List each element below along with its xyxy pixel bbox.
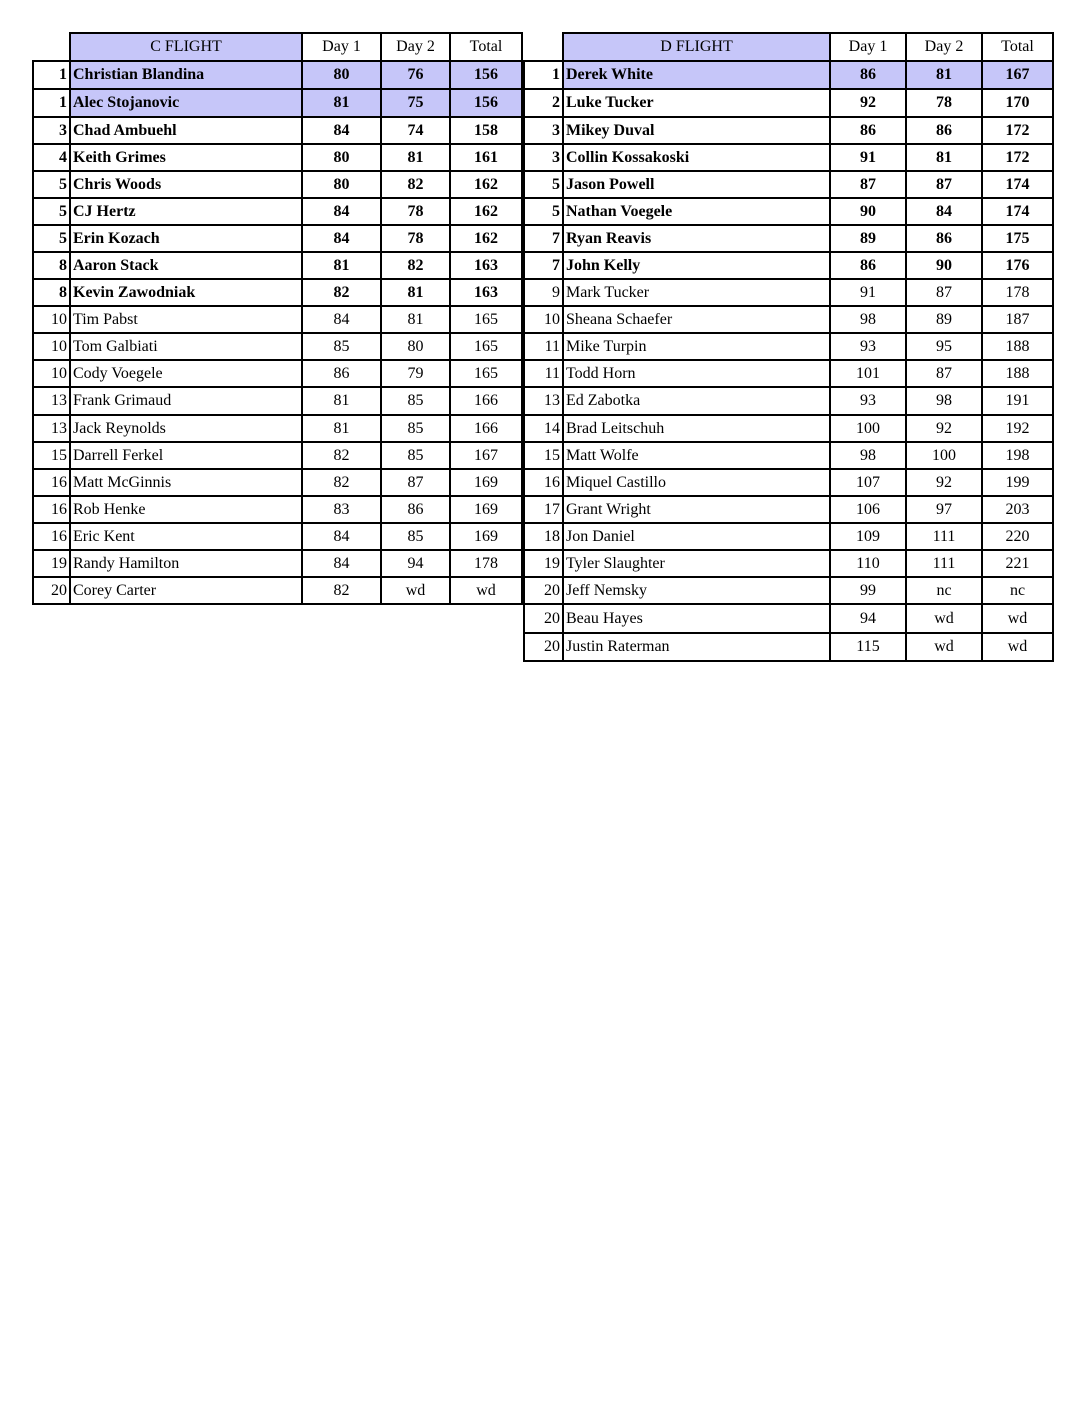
c-flight-total-cell: 169 [450, 469, 522, 496]
c-flight-name-cell: Chad Ambuehl [70, 117, 302, 144]
c-flight-name-cell: Aaron Stack [70, 252, 302, 279]
d-flight-total-cell: 192 [982, 415, 1053, 442]
d-flight-total-cell: 203 [982, 496, 1053, 523]
d-flight-total-cell: 172 [982, 144, 1053, 171]
d-flight-rank-cell: 1 [524, 61, 563, 89]
d-flight-day2-cell: 81 [906, 144, 982, 171]
c-flight-rank-cell: 10 [33, 360, 70, 387]
c-flight-rank-cell: 15 [33, 442, 70, 469]
c-flight-total-cell: 165 [450, 306, 522, 333]
c-flight-total-cell: 163 [450, 279, 522, 306]
d-flight-row [524, 61, 1053, 89]
c-flight-rank-cell: 19 [33, 550, 70, 577]
c-flight-day2-cell: 80 [381, 333, 450, 360]
d-flight-title: D FLIGHT [563, 33, 830, 61]
d-flight-day2-cell: 87 [906, 360, 982, 387]
d-flight-day1-cell: 91 [830, 144, 906, 171]
d-flight-day2-cell: 81 [906, 61, 982, 89]
d-flight-header-row [524, 33, 1053, 61]
d-flight-day2-cell: 86 [906, 225, 982, 252]
c-flight-table [32, 32, 523, 605]
d-flight-rank-cell: 3 [524, 144, 563, 171]
c-flight-day2-cell: 85 [381, 523, 450, 550]
c-flight-day1-cell: 80 [302, 144, 381, 171]
c-flight-day1-cell: 85 [302, 333, 381, 360]
c-flight-day1-cell: 80 [302, 61, 381, 89]
d-flight-row [524, 442, 1053, 469]
c-flight-total-cell: 162 [450, 225, 522, 252]
c-flight-row [33, 198, 522, 225]
c-flight-day1-cell: 82 [302, 577, 381, 604]
c-flight-day1-cell: 84 [302, 523, 381, 550]
d-flight-rank-cell: 7 [524, 225, 563, 252]
c-flight-row [33, 252, 522, 279]
c-flight-day1-cell: 82 [302, 442, 381, 469]
d-flight-day1-cell: 94 [830, 604, 906, 633]
d-flight-rank-cell: 16 [524, 469, 563, 496]
c-flight-row [33, 442, 522, 469]
d-flight-name-cell: Todd Horn [563, 360, 830, 387]
d-flight-total-cell: 174 [982, 171, 1053, 198]
c-flight-rank-cell: 10 [33, 333, 70, 360]
c-flight-title: C FLIGHT [70, 33, 302, 61]
d-flight-name-cell: Luke Tucker [563, 89, 830, 117]
c-flight-day2-cell: 86 [381, 496, 450, 523]
c-flight-day2-cell: wd [381, 577, 450, 604]
d-flight-rank-cell: 3 [524, 117, 563, 144]
d-flight-row [524, 633, 1053, 661]
d-flight-day1-cell: 93 [830, 387, 906, 415]
d-flight-row [524, 89, 1053, 117]
c-flight-day2-cell: 87 [381, 469, 450, 496]
d-flight-rank-cell: 11 [524, 333, 563, 360]
d-flight-day1-cell: 92 [830, 89, 906, 117]
c-flight-row [33, 333, 522, 360]
c-flight-row [33, 117, 522, 144]
d-flight-day1-cell: 90 [830, 198, 906, 225]
c-flight-rank-cell: 10 [33, 306, 70, 333]
c-flight-name-cell: Cody Voegele [70, 360, 302, 387]
d-flight-rank-cell: 11 [524, 360, 563, 387]
d-flight-rank-cell: 2 [524, 89, 563, 117]
d-flight-total-cell: 187 [982, 306, 1053, 333]
d-flight-row [524, 279, 1053, 306]
c-flight-name-cell: Kevin Zawodniak [70, 279, 302, 306]
d-flight-col-day1: Day 1 [830, 33, 906, 61]
d-flight-total-cell: 174 [982, 198, 1053, 225]
c-flight-day2-cell: 81 [381, 144, 450, 171]
c-flight-total-cell: 163 [450, 252, 522, 279]
d-flight-name-cell: Tyler Slaughter [563, 550, 830, 577]
c-flight-row [33, 550, 522, 577]
c-flight-name-cell: CJ Hertz [70, 198, 302, 225]
d-flight-rank-cell: 13 [524, 387, 563, 415]
d-flight-name-cell: Justin Raterman [563, 633, 830, 661]
d-flight-rank-cell: 14 [524, 415, 563, 442]
c-flight-day2-cell: 74 [381, 117, 450, 144]
c-flight-name-cell: Keith Grimes [70, 144, 302, 171]
d-flight-day2-cell: 90 [906, 252, 982, 279]
c-flight-row [33, 387, 522, 415]
d-flight-total-cell: 172 [982, 117, 1053, 144]
d-flight-day1-cell: 110 [830, 550, 906, 577]
c-flight-total-cell: 169 [450, 523, 522, 550]
c-flight-name-cell: Chris Woods [70, 171, 302, 198]
d-flight-name-cell: Matt Wolfe [563, 442, 830, 469]
d-flight-day1-cell: 106 [830, 496, 906, 523]
c-flight-day2-cell: 78 [381, 225, 450, 252]
c-flight-rank-cell: 5 [33, 171, 70, 198]
c-flight-name-cell: Rob Henke [70, 496, 302, 523]
c-flight-header-blank [33, 33, 70, 61]
c-flight-rank-cell: 16 [33, 469, 70, 496]
d-flight-row [524, 333, 1053, 360]
d-flight-day2-cell: 86 [906, 117, 982, 144]
c-flight-row [33, 225, 522, 252]
d-flight-total-cell: 199 [982, 469, 1053, 496]
c-flight-col-total: Total [450, 33, 522, 61]
c-flight-rank-cell: 16 [33, 496, 70, 523]
d-flight-day1-cell: 99 [830, 577, 906, 604]
c-flight-col-day2: Day 2 [381, 33, 450, 61]
c-flight-day1-cell: 82 [302, 279, 381, 306]
d-flight-day1-cell: 86 [830, 61, 906, 89]
d-flight-day2-cell: 100 [906, 442, 982, 469]
c-flight-total-cell: 162 [450, 198, 522, 225]
d-flight-row [524, 117, 1053, 144]
d-flight-rank-cell: 18 [524, 523, 563, 550]
c-flight-row [33, 89, 522, 117]
c-flight-day2-cell: 85 [381, 442, 450, 469]
c-flight-name-cell: Eric Kent [70, 523, 302, 550]
c-flight-header-row [33, 33, 522, 61]
d-flight-name-cell: Derek White [563, 61, 830, 89]
d-flight-total-cell: 178 [982, 279, 1053, 306]
d-flight-col-total: Total [982, 33, 1053, 61]
d-flight-name-cell: Jason Powell [563, 171, 830, 198]
d-flight-total-cell: 220 [982, 523, 1053, 550]
c-flight-row [33, 469, 522, 496]
c-flight-row [33, 496, 522, 523]
d-flight-row [524, 252, 1053, 279]
c-flight-rank-cell: 13 [33, 387, 70, 415]
c-flight-rank-cell: 16 [33, 523, 70, 550]
d-flight-name-cell: Beau Hayes [563, 604, 830, 633]
d-flight-rank-cell: 9 [524, 279, 563, 306]
c-flight-total-cell: 156 [450, 89, 522, 117]
d-flight-name-cell: Sheana Schaefer [563, 306, 830, 333]
d-flight-day1-cell: 93 [830, 333, 906, 360]
d-flight-day2-cell: 87 [906, 279, 982, 306]
c-flight-total-cell: 166 [450, 415, 522, 442]
d-flight-total-cell: wd [982, 604, 1053, 633]
c-flight-day2-cell: 81 [381, 306, 450, 333]
d-flight-rank-cell: 17 [524, 496, 563, 523]
d-flight-rank-cell: 20 [524, 633, 563, 661]
c-flight-name-cell: Tim Pabst [70, 306, 302, 333]
d-flight-row [524, 387, 1053, 415]
c-flight-total-cell: 178 [450, 550, 522, 577]
c-flight-day1-cell: 81 [302, 89, 381, 117]
d-flight-day1-cell: 100 [830, 415, 906, 442]
d-flight-day1-cell: 109 [830, 523, 906, 550]
c-flight-row [33, 61, 522, 89]
d-flight-total-cell: 167 [982, 61, 1053, 89]
c-flight-name-cell: Frank Grimaud [70, 387, 302, 415]
d-flight-col-day2: Day 2 [906, 33, 982, 61]
c-flight-day1-cell: 84 [302, 225, 381, 252]
d-flight-name-cell: Jeff Nemsky [563, 577, 830, 604]
d-flight-row [524, 198, 1053, 225]
d-flight-row [524, 523, 1053, 550]
d-flight-name-cell: Collin Kossakoski [563, 144, 830, 171]
d-flight-total-cell: nc [982, 577, 1053, 604]
d-flight-day1-cell: 107 [830, 469, 906, 496]
d-flight-day2-cell: wd [906, 633, 982, 661]
c-flight-day2-cell: 75 [381, 89, 450, 117]
d-flight-total-cell: 176 [982, 252, 1053, 279]
c-flight-rank-cell: 4 [33, 144, 70, 171]
c-flight-col-day1: Day 1 [302, 33, 381, 61]
d-flight-header-blank [524, 33, 563, 61]
d-flight-name-cell: Brad Leitschuh [563, 415, 830, 442]
d-flight-day2-cell: 111 [906, 550, 982, 577]
d-flight-day2-cell: 95 [906, 333, 982, 360]
d-flight-day2-cell: 89 [906, 306, 982, 333]
d-flight-day2-cell: 87 [906, 171, 982, 198]
c-flight-name-cell: Jack Reynolds [70, 415, 302, 442]
d-flight-row [524, 171, 1053, 198]
d-flight-rank-cell: 10 [524, 306, 563, 333]
c-flight-rank-cell: 1 [33, 61, 70, 89]
c-flight-rank-cell: 8 [33, 279, 70, 306]
d-flight-name-cell: Ed Zabotka [563, 387, 830, 415]
d-flight-day1-cell: 89 [830, 225, 906, 252]
d-flight-day1-cell: 86 [830, 117, 906, 144]
c-flight-total-cell: 165 [450, 333, 522, 360]
d-flight-name-cell: John Kelly [563, 252, 830, 279]
c-flight-day1-cell: 80 [302, 171, 381, 198]
c-flight-name-cell: Erin Kozach [70, 225, 302, 252]
d-flight-day1-cell: 101 [830, 360, 906, 387]
c-flight-total-cell: wd [450, 577, 522, 604]
d-flight-row [524, 415, 1053, 442]
d-flight-row [524, 604, 1053, 633]
c-flight-row [33, 306, 522, 333]
c-flight-row [33, 577, 522, 604]
d-flight-total-cell: 175 [982, 225, 1053, 252]
c-flight-day2-cell: 81 [381, 279, 450, 306]
c-flight-day1-cell: 84 [302, 198, 381, 225]
c-flight-day1-cell: 84 [302, 550, 381, 577]
c-flight-day2-cell: 79 [381, 360, 450, 387]
d-flight-day2-cell: 111 [906, 523, 982, 550]
d-flight-row [524, 469, 1053, 496]
d-flight-name-cell: Miquel Castillo [563, 469, 830, 496]
c-flight-day2-cell: 85 [381, 415, 450, 442]
d-flight-total-cell: wd [982, 633, 1053, 661]
c-flight-row [33, 144, 522, 171]
c-flight-total-cell: 165 [450, 360, 522, 387]
d-flight-name-cell: Mikey Duval [563, 117, 830, 144]
c-flight-name-cell: Matt McGinnis [70, 469, 302, 496]
c-flight-name-cell: Alec Stojanovic [70, 89, 302, 117]
d-flight-day2-cell: 84 [906, 198, 982, 225]
c-flight-day1-cell: 84 [302, 306, 381, 333]
d-flight-rank-cell: 19 [524, 550, 563, 577]
d-flight-row [524, 306, 1053, 333]
c-flight-day1-cell: 81 [302, 387, 381, 415]
c-flight-rank-cell: 1 [33, 89, 70, 117]
d-flight-day2-cell: 98 [906, 387, 982, 415]
c-flight-rank-cell: 8 [33, 252, 70, 279]
c-flight-total-cell: 167 [450, 442, 522, 469]
c-flight-day1-cell: 82 [302, 469, 381, 496]
c-flight-total-cell: 162 [450, 171, 522, 198]
c-flight-day1-cell: 86 [302, 360, 381, 387]
c-flight-name-cell: Randy Hamilton [70, 550, 302, 577]
d-flight-total-cell: 170 [982, 89, 1053, 117]
d-flight-rank-cell: 5 [524, 198, 563, 225]
d-flight-total-cell: 191 [982, 387, 1053, 415]
c-flight-day1-cell: 81 [302, 252, 381, 279]
c-flight-day1-cell: 83 [302, 496, 381, 523]
d-flight-row [524, 577, 1053, 604]
d-flight-total-cell: 188 [982, 360, 1053, 387]
c-flight-name-cell: Darrell Ferkel [70, 442, 302, 469]
c-flight-row [33, 279, 522, 306]
c-flight-total-cell: 161 [450, 144, 522, 171]
d-flight-row [524, 360, 1053, 387]
d-flight-day2-cell: 97 [906, 496, 982, 523]
d-flight-total-cell: 221 [982, 550, 1053, 577]
d-flight-row [524, 225, 1053, 252]
d-flight-day2-cell: 92 [906, 469, 982, 496]
c-flight-day2-cell: 78 [381, 198, 450, 225]
c-flight-name-cell: Tom Galbiati [70, 333, 302, 360]
c-flight-rank-cell: 5 [33, 225, 70, 252]
c-flight-row [33, 171, 522, 198]
d-flight-name-cell: Mike Turpin [563, 333, 830, 360]
d-flight-day1-cell: 98 [830, 306, 906, 333]
c-flight-rank-cell: 5 [33, 198, 70, 225]
d-flight-name-cell: Ryan Reavis [563, 225, 830, 252]
c-flight-total-cell: 156 [450, 61, 522, 89]
d-flight-row [524, 144, 1053, 171]
d-flight-name-cell: Grant Wright [563, 496, 830, 523]
d-flight-row [524, 550, 1053, 577]
c-flight-total-cell: 166 [450, 387, 522, 415]
d-flight-day1-cell: 91 [830, 279, 906, 306]
d-flight-name-cell: Jon Daniel [563, 523, 830, 550]
c-flight-day1-cell: 81 [302, 415, 381, 442]
d-flight-rank-cell: 20 [524, 577, 563, 604]
c-flight-total-cell: 169 [450, 496, 522, 523]
c-flight-row [33, 360, 522, 387]
d-flight-rank-cell: 20 [524, 604, 563, 633]
c-flight-day2-cell: 94 [381, 550, 450, 577]
d-flight-day1-cell: 98 [830, 442, 906, 469]
c-flight-name-cell: Corey Carter [70, 577, 302, 604]
c-flight-row [33, 523, 522, 550]
c-flight-name-cell: Christian Blandina [70, 61, 302, 89]
d-flight-day1-cell: 86 [830, 252, 906, 279]
c-flight-total-cell: 158 [450, 117, 522, 144]
d-flight-row [524, 496, 1053, 523]
c-flight-day2-cell: 82 [381, 252, 450, 279]
d-flight-rank-cell: 15 [524, 442, 563, 469]
c-flight-row [33, 415, 522, 442]
d-flight-rank-cell: 5 [524, 171, 563, 198]
d-flight-day2-cell: wd [906, 604, 982, 633]
c-flight-rank-cell: 3 [33, 117, 70, 144]
d-flight-rank-cell: 7 [524, 252, 563, 279]
d-flight-day2-cell: 78 [906, 89, 982, 117]
d-flight-name-cell: Mark Tucker [563, 279, 830, 306]
d-flight-name-cell: Nathan Voegele [563, 198, 830, 225]
d-flight-day2-cell: 92 [906, 415, 982, 442]
d-flight-total-cell: 198 [982, 442, 1053, 469]
c-flight-day2-cell: 85 [381, 387, 450, 415]
c-flight-day2-cell: 76 [381, 61, 450, 89]
c-flight-day2-cell: 82 [381, 171, 450, 198]
d-flight-day1-cell: 87 [830, 171, 906, 198]
d-flight-day1-cell: 115 [830, 633, 906, 661]
c-flight-day1-cell: 84 [302, 117, 381, 144]
d-flight-table [523, 32, 1054, 662]
d-flight-total-cell: 188 [982, 333, 1053, 360]
c-flight-rank-cell: 13 [33, 415, 70, 442]
c-flight-rank-cell: 20 [33, 577, 70, 604]
d-flight-day2-cell: nc [906, 577, 982, 604]
